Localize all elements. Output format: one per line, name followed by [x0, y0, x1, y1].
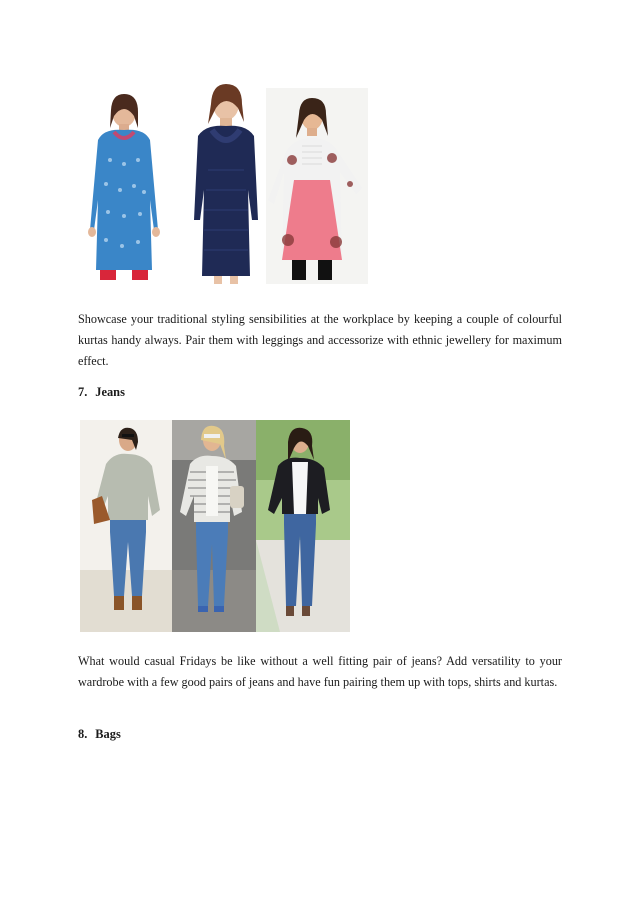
jeans-heading-number: 7. — [78, 385, 88, 399]
kurtas-paragraph: Showcase your traditional styling sensibilities at the workplace by keeping a couple of colourful kurtas handy always. Pair them with leggings and accessorize with ethnic jewellery for maximum effect. — [78, 312, 562, 368]
jeans-photo-graphic — [80, 420, 350, 632]
jeans-photo — [80, 420, 350, 632]
jeans-paragraph: What would casual Fridays be like without a well fitting pair of jeans? Add versatility to your wardrobe with a few good pairs of jeans and have fun pairing them up with tops, shirts and kurtas. — [78, 654, 562, 689]
bags-heading-number: 8. — [78, 727, 88, 741]
jeans-heading-title: Jeans — [95, 385, 125, 399]
bags-heading — [78, 727, 121, 742]
bags-heading-title: Bags — [95, 727, 121, 741]
black-blazer-jeans — [256, 420, 350, 632]
striped-jacket-jeans — [172, 420, 256, 632]
pink-floral-kurta — [266, 88, 368, 284]
kurtas-photo — [80, 80, 368, 284]
grey-sweater-jeans — [80, 420, 172, 632]
kurtas-photo-graphic — [80, 80, 368, 284]
jeans-heading — [78, 385, 125, 400]
